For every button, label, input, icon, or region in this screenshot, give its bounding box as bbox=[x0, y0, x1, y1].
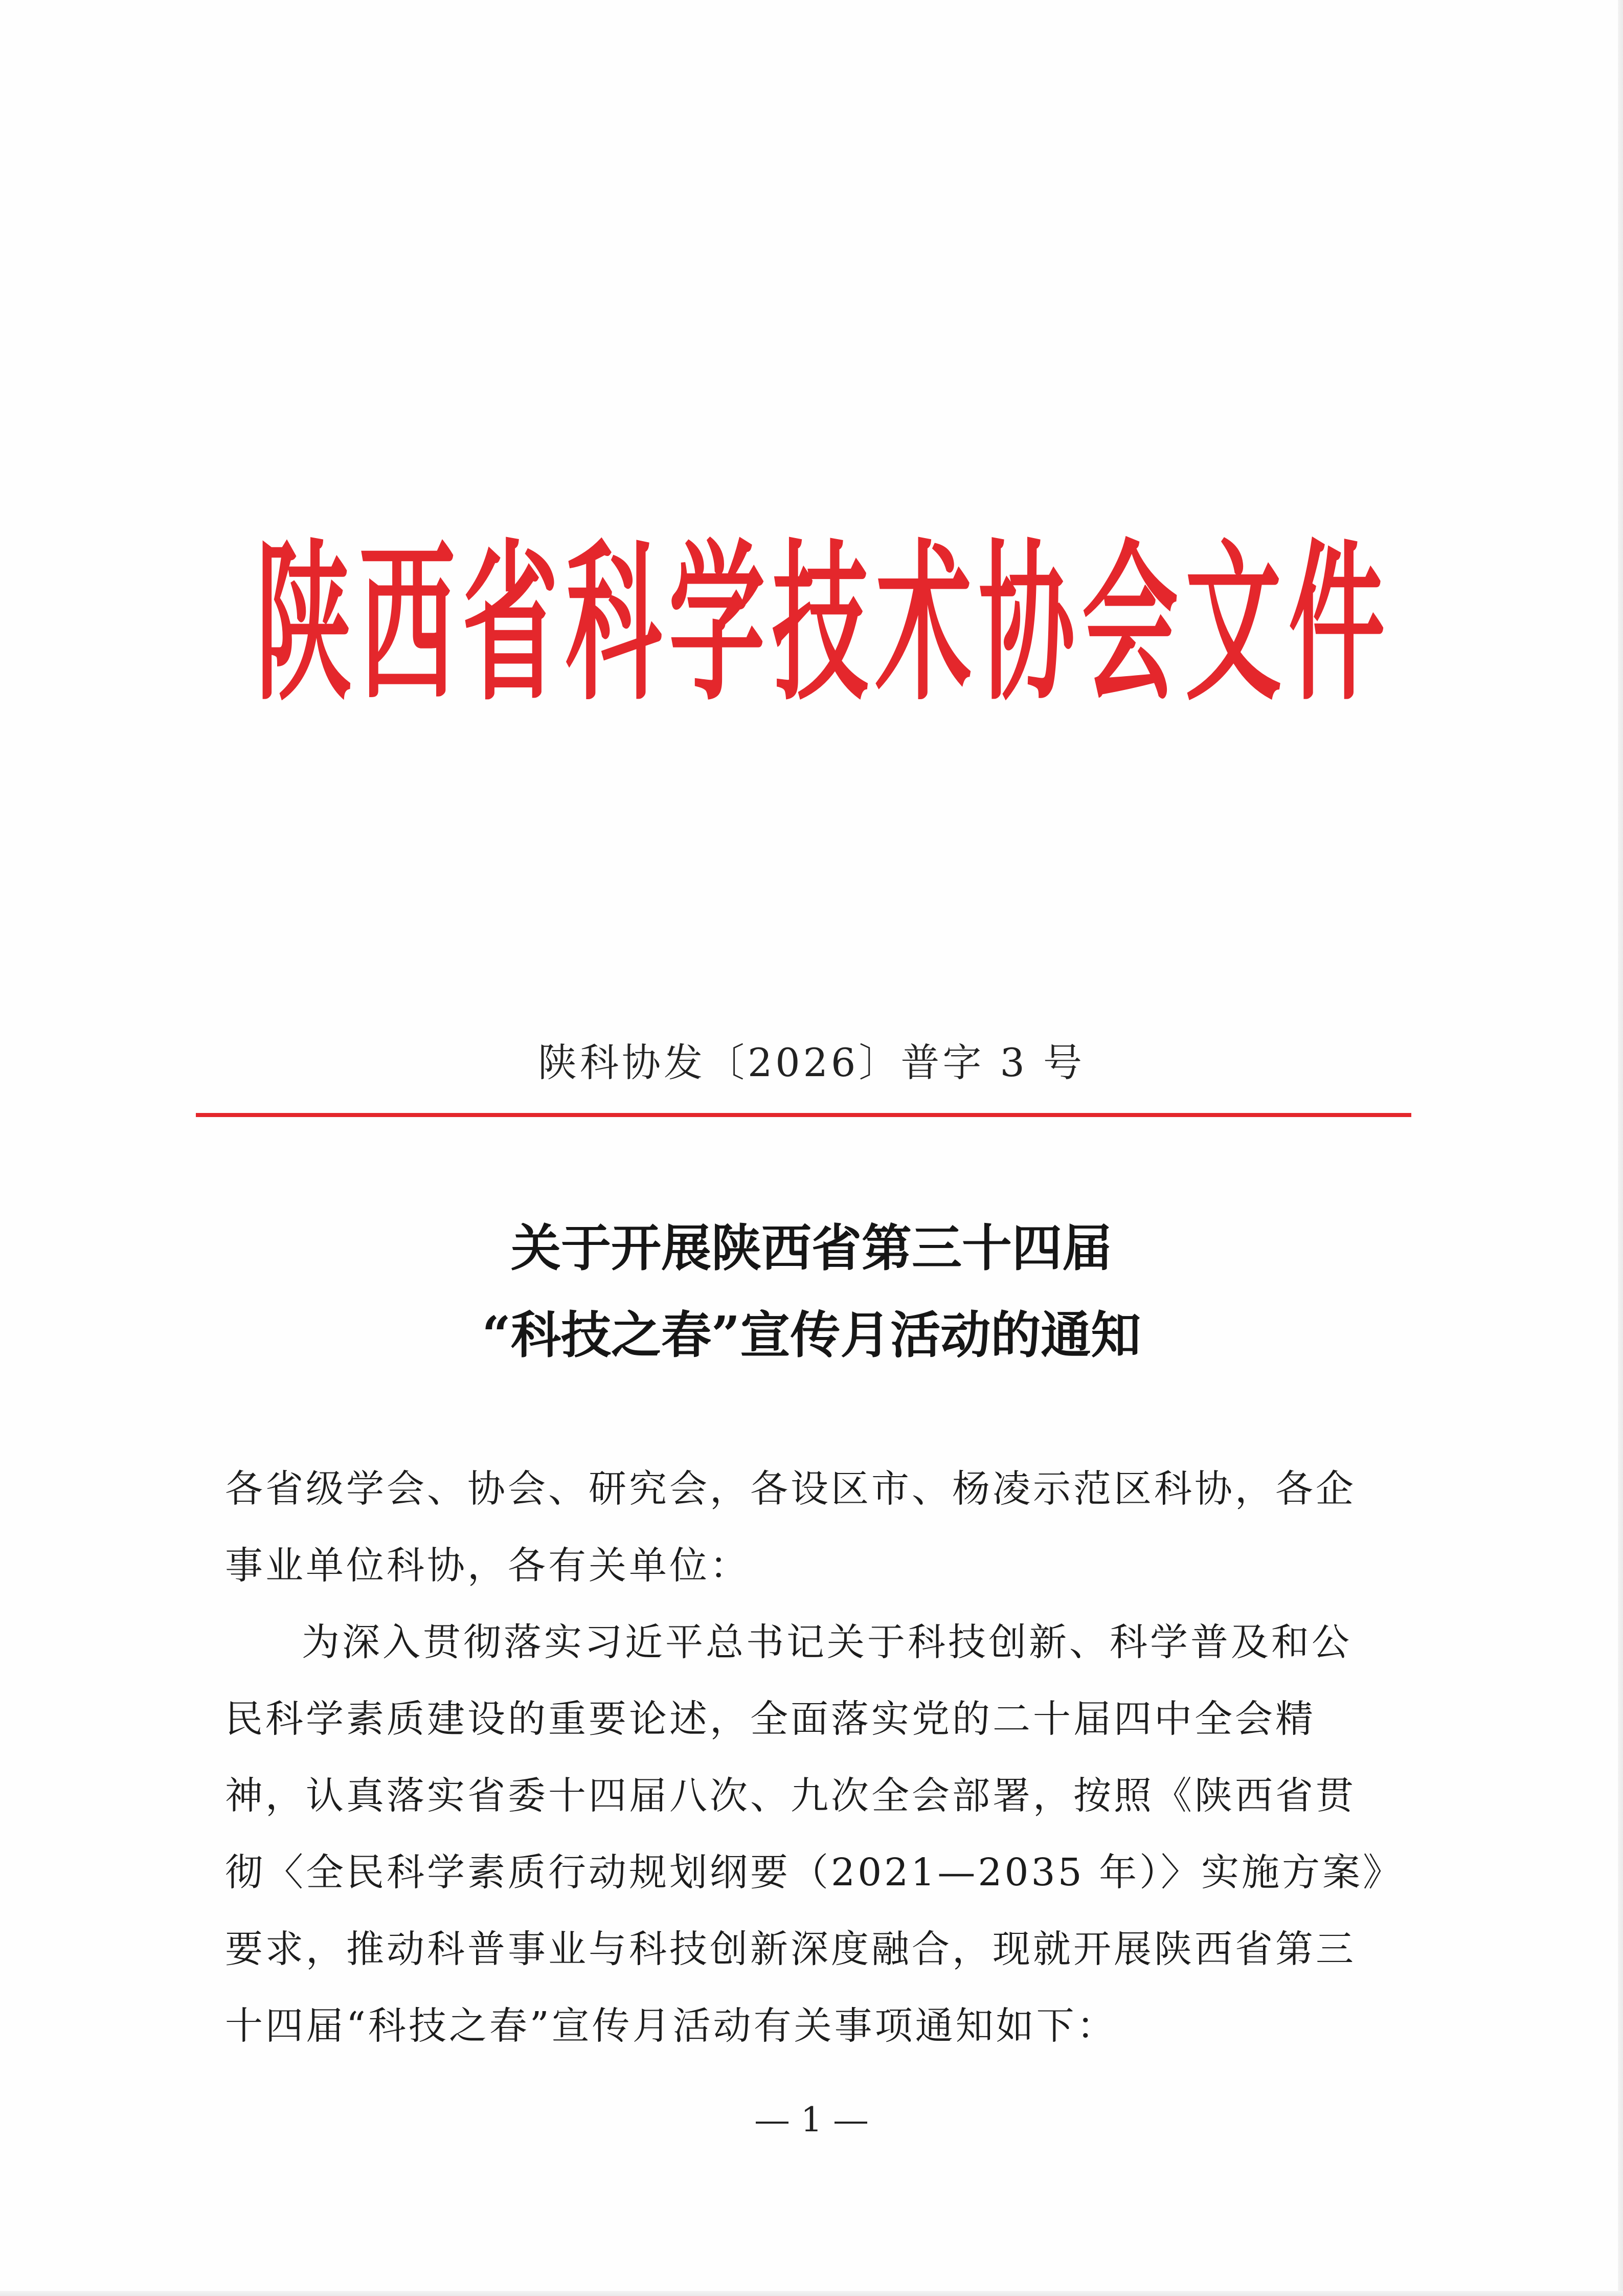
document-number: 陕科协发〔2026〕普字 3 号 bbox=[537, 1040, 1086, 1085]
red-divider-line bbox=[196, 1113, 1411, 1117]
body-line-paragraph-2: 民科学素质建设的重要论述，全面落实党的二十届四中全会精 bbox=[225, 1697, 1316, 1741]
page-number-dash-left bbox=[756, 2122, 788, 2124]
page-number bbox=[0, 2097, 1623, 2143]
scan-edge-right bbox=[1618, 0, 1623, 2296]
body-line-paragraph-4: 彻〈全民科学素质行动规划纲要（2021—2035 年）〉实施方案》 bbox=[225, 1851, 1404, 1894]
notice-title-line-2: “科技之春”宣传月活动的通知 bbox=[482, 1306, 1141, 1365]
body-line-paragraph-1: 为深入贯彻落实习近平总书记关于科技创新、科学普及和公 bbox=[302, 1620, 1352, 1664]
scan-edge-bottom bbox=[0, 2291, 1623, 2296]
body-line-addressee-2: 事业单位科协，各有关单位： bbox=[225, 1544, 750, 1588]
body-line-paragraph-3: 神，认真落实省委十四届八次、九次全会部署，按照《陕西省贯 bbox=[225, 1774, 1356, 1818]
body-line-addressee-1: 各省级学会、协会、研究会，各设区市、杨凌示范区科协，各企 bbox=[225, 1467, 1356, 1511]
page-number-value: 1 bbox=[801, 2100, 822, 2139]
page-number-dash-right bbox=[835, 2122, 867, 2124]
notice-title-line-1: 关于开展陕西省第三十四届 bbox=[510, 1219, 1112, 1278]
body-line-paragraph-6: 十四届“科技之春”宣传月活动有关事项通知如下： bbox=[225, 2004, 1117, 2048]
body-line-paragraph-5: 要求，推动科普事业与科技创新深度融合，现就开展陕西省第三 bbox=[225, 1927, 1356, 1971]
red-header-title: 陕西省科学技术协会文件 bbox=[256, 523, 1392, 724]
